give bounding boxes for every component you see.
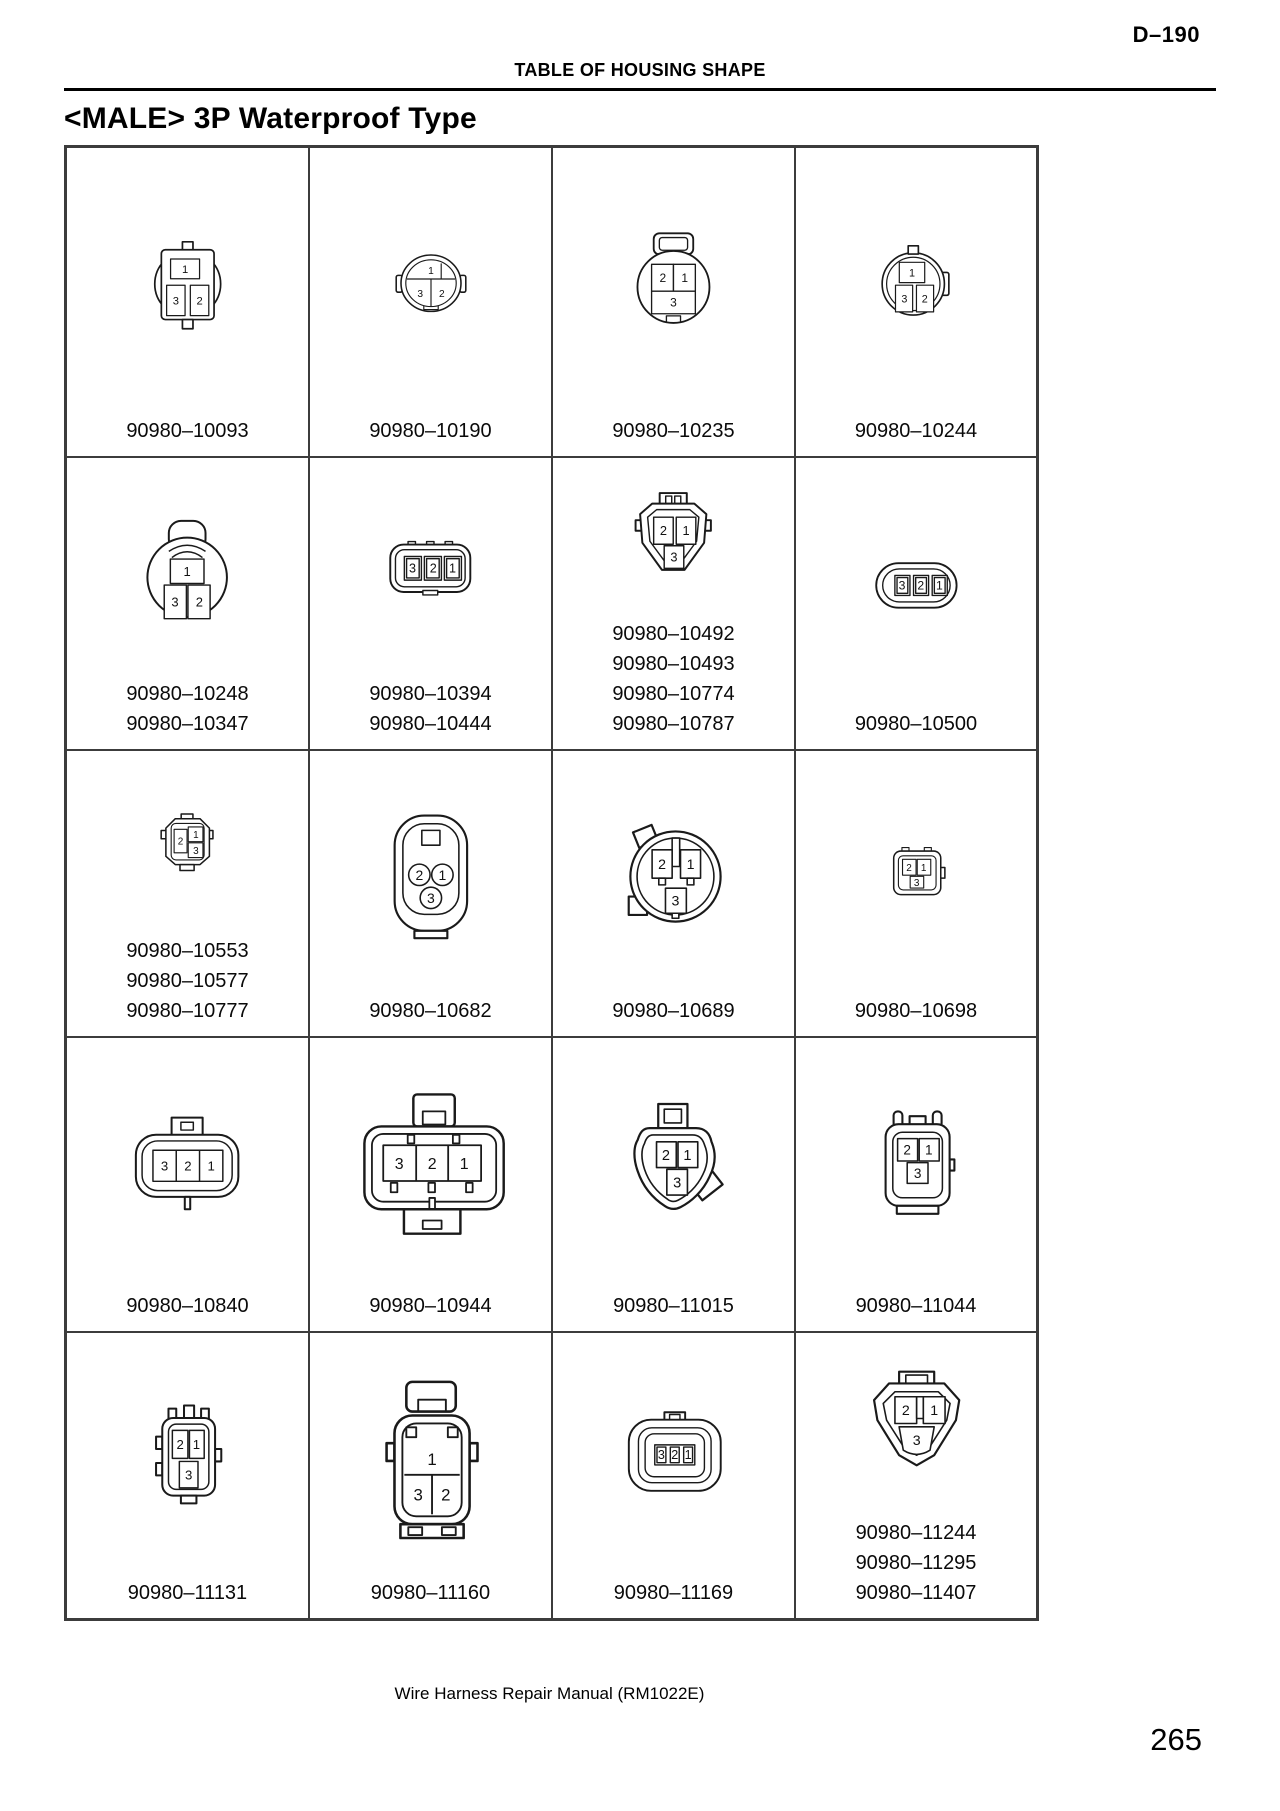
connector-drawing-area: [796, 1038, 1036, 1291]
pin-number: 2: [415, 866, 423, 883]
connector-drawing-area: [553, 751, 794, 996]
pin-number: 1: [920, 862, 927, 874]
connector-drawing-area: [67, 1333, 308, 1578]
pin-number: 3: [171, 593, 179, 609]
pin-number: 2: [661, 1147, 670, 1164]
connector-diagram-icon: [125, 1099, 249, 1231]
pin-number: 1: [181, 263, 188, 276]
part-number: 90980–10553: [126, 940, 249, 962]
pin-number: 1: [935, 578, 943, 593]
part-numbers: [369, 416, 491, 456]
part-numbers: [612, 996, 734, 1036]
connector-drawing-area: [796, 148, 1036, 416]
part-numbers: [855, 416, 977, 456]
housing-cell: [309, 457, 552, 750]
pin-number: 1: [909, 267, 916, 280]
part-number: 90980–11131: [127, 1582, 248, 1604]
connector-diagram-icon: [126, 504, 248, 634]
pin-number: 3: [413, 1484, 424, 1504]
pin-number: 3: [913, 877, 920, 889]
pin-number: 2: [659, 271, 667, 285]
pin-number: 3: [901, 293, 908, 306]
part-numbers: [126, 416, 248, 456]
pin-number: 1: [683, 1147, 692, 1164]
pin-number: 2: [903, 1142, 911, 1158]
pin-number: 1: [438, 866, 446, 883]
pin-number: 3: [913, 1165, 922, 1181]
housing-cell: [309, 1332, 552, 1619]
pin-number: 2: [178, 836, 184, 848]
part-number: 90980–11407: [855, 1582, 977, 1604]
footer-text: Wire Harness Repair Manual (RM1022E): [394, 1684, 705, 1703]
pin-number: 3: [409, 561, 417, 576]
connector-diagram-icon: [135, 226, 240, 338]
part-numbers: [126, 936, 248, 1036]
pin-number: 2: [671, 1447, 679, 1462]
connector-diagram-icon: [383, 231, 479, 333]
connector-diagram-icon: [355, 1085, 506, 1245]
housing-cell: [552, 457, 795, 750]
part-number: 90980–10235: [612, 420, 735, 442]
part-number: 90980–10698: [854, 1000, 978, 1022]
connector-diagram-icon: [614, 1393, 733, 1519]
part-number: 90980–11295: [855, 1552, 977, 1574]
part-numbers: [855, 709, 977, 749]
page-title: <MALE> 3P Waterproof Type: [64, 102, 477, 135]
doc-code: D–190: [1132, 22, 1200, 47]
connector-drawing-area: [553, 1038, 794, 1291]
part-numbers: [612, 416, 734, 456]
housing-cell: [552, 1037, 795, 1332]
housing-cell: [66, 147, 309, 457]
connector-diagram-icon: [125, 1390, 249, 1522]
part-number: 90980–10774: [612, 683, 735, 705]
connector-drawing-area: [553, 1333, 794, 1578]
part-number: 90980–11044: [855, 1295, 977, 1317]
housing-cell: [795, 750, 1037, 1037]
connector-diagram-icon: [869, 824, 963, 924]
pin-number: 1: [207, 1157, 216, 1173]
pin-number: 2: [429, 561, 437, 576]
connector-diagram-icon: [852, 1097, 980, 1233]
housing-cell: [66, 457, 309, 750]
part-numbers: [126, 679, 248, 749]
part-number: 90980–10492: [612, 623, 735, 645]
pin-number: 3: [193, 845, 200, 857]
pin-number: 2: [184, 1157, 192, 1173]
housing-cell: [552, 750, 795, 1037]
pin-number: 2: [657, 856, 666, 873]
pin-number: 3: [172, 295, 179, 308]
pin-number: 1: [686, 856, 695, 873]
part-numbers: [612, 619, 734, 749]
housing-cell: [309, 750, 552, 1037]
pin-number: 2: [906, 862, 912, 874]
pin-number: 3: [672, 1174, 681, 1191]
connector-diagram-icon: [613, 475, 733, 603]
connector-diagram-icon: [617, 222, 730, 342]
pin-number: 3: [161, 1157, 169, 1173]
pin-number: 1: [682, 522, 690, 538]
connector-diagram-icon: [351, 1372, 509, 1540]
pin-number: 2: [196, 295, 203, 308]
pin-number: 3: [670, 549, 678, 565]
pin-number: 2: [438, 289, 445, 300]
connector-diagram-icon: [865, 228, 967, 336]
pin-number: 2: [196, 593, 204, 609]
connector-drawing-area: [310, 1333, 551, 1578]
pin-number: 2: [921, 293, 928, 306]
part-number: 90980–11160: [370, 1582, 491, 1604]
pin-number: 1: [459, 1155, 469, 1173]
pin-number: 2: [902, 1402, 910, 1419]
pin-number: 2: [441, 1484, 451, 1504]
housing-cell: [66, 1332, 309, 1619]
housing-cell: [795, 147, 1037, 457]
connector-diagram-icon: [140, 794, 234, 894]
pin-number: 3: [898, 578, 906, 593]
part-number: 90980–10248: [126, 683, 249, 705]
part-number: 90980–10394: [369, 683, 492, 705]
part-numbers: [856, 1291, 977, 1331]
pin-number: 3: [658, 1447, 666, 1462]
connector-drawing-area: [796, 1333, 1036, 1518]
pin-number: 3: [185, 1466, 193, 1482]
housing-cell: [795, 1037, 1037, 1332]
connector-drawing-area: [553, 458, 794, 619]
pin-number: 3: [426, 889, 435, 906]
part-number: 90980–10840: [126, 1295, 249, 1317]
connector-diagram-icon: [371, 506, 490, 632]
part-number: 90980–10787: [612, 713, 735, 735]
connector-drawing-area: [310, 1038, 551, 1291]
pin-number: 1: [427, 1449, 438, 1469]
connector-diagram-icon: [605, 1092, 742, 1238]
pin-number: 2: [176, 1436, 185, 1452]
connector-diagram-icon: [859, 523, 974, 645]
pin-number: 1: [427, 266, 434, 278]
pin-number: 1: [193, 829, 200, 841]
connector-drawing-area: [67, 148, 308, 416]
housing-shape-table: [64, 145, 1039, 1621]
part-number: 90980–11169: [613, 1582, 734, 1604]
pin-number: 1: [930, 1402, 939, 1419]
housing-cell: [66, 1037, 309, 1332]
part-number: 90980–10682: [369, 1000, 492, 1022]
connector-drawing-area: [310, 751, 551, 996]
part-numbers: [856, 1518, 977, 1618]
pin-number: 1: [449, 561, 457, 576]
connector-drawing-area: [310, 148, 551, 416]
part-number: 90980–10777: [126, 1000, 249, 1022]
part-number: 90980–11015: [613, 1295, 734, 1317]
connector-drawing-area: [796, 458, 1036, 709]
housing-cell: [66, 750, 309, 1037]
connector-drawing-area: [553, 148, 794, 416]
pin-number: 2: [916, 578, 924, 593]
part-numbers: [614, 1578, 733, 1618]
connector-diagram-icon: [365, 804, 497, 944]
part-numbers: [855, 996, 977, 1036]
pin-number: 1: [925, 1142, 933, 1158]
part-number: 90980–10190: [369, 420, 492, 442]
connector-drawing-area: [67, 1038, 308, 1291]
pin-number: 2: [427, 1155, 437, 1173]
connector-drawing-area: [796, 751, 1036, 996]
housing-cell: [795, 457, 1037, 750]
part-number: 90980–10944: [369, 1295, 492, 1317]
part-numbers: [126, 1291, 248, 1331]
part-number: 90980–10244: [854, 420, 978, 442]
housing-cell: [552, 147, 795, 457]
part-number: 90980–10347: [126, 713, 249, 735]
part-numbers: [128, 1578, 247, 1618]
pin-number: 3: [671, 893, 680, 910]
housing-cell: [309, 147, 552, 457]
header-rule: [64, 88, 1216, 91]
pin-number: 3: [416, 289, 423, 300]
pin-number: 1: [193, 1436, 201, 1452]
connector-diagram-icon: [607, 803, 741, 945]
pin-number: 3: [912, 1432, 921, 1449]
connector-diagram-icon: [849, 1355, 983, 1497]
page-number: 265: [1150, 1722, 1202, 1757]
part-number: 90980–10577: [126, 970, 249, 992]
part-numbers: [369, 1291, 491, 1331]
part-numbers: [369, 679, 491, 749]
pin-number: 1: [684, 1447, 692, 1462]
pin-number: 3: [394, 1155, 404, 1173]
pin-number: 2: [660, 522, 668, 538]
part-numbers: [369, 996, 491, 1036]
housing-cell: [795, 1332, 1037, 1619]
section-title: TABLE OF HOUSING SHAPE: [514, 60, 766, 80]
pin-number: 3: [670, 295, 677, 310]
part-numbers: [613, 1291, 734, 1331]
part-number: 90980–10093: [126, 420, 249, 442]
part-numbers: [371, 1578, 490, 1618]
pin-number: 1: [681, 271, 689, 285]
housing-cell: [552, 1332, 795, 1619]
connector-drawing-area: [310, 458, 551, 679]
part-number: 90980–10500: [854, 713, 978, 735]
connector-drawing-area: [67, 751, 308, 936]
part-number: 90980–11244: [855, 1522, 977, 1544]
housing-cell: [309, 1037, 552, 1332]
part-number: 90980–10444: [369, 713, 492, 735]
pin-number: 1: [183, 563, 192, 579]
part-number: 90980–10493: [612, 653, 735, 675]
connector-drawing-area: [67, 458, 308, 679]
part-number: 90980–10689: [612, 1000, 735, 1022]
